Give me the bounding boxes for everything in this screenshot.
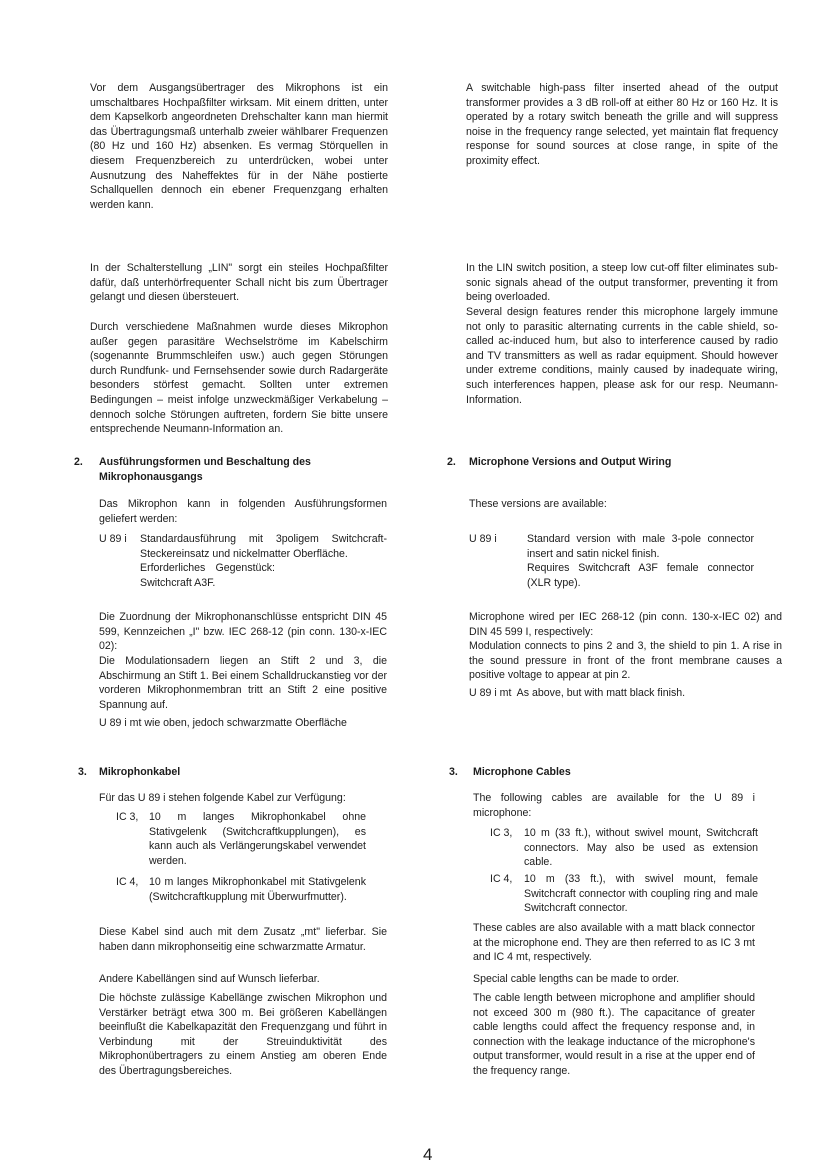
left-s2-p1: Das Mikrophon kann in folgenden Ausführungsformen geliefert werden:: [99, 498, 387, 525]
right-s2-number: 2.: [447, 456, 456, 468]
item-text2: Requires Switchcraft A3F female connector (XLR type).: [527, 562, 754, 589]
right-s3-p3: Special cable lengths can be made to order.: [473, 973, 680, 985]
left-s3-ic4: [116, 875, 366, 904]
right-intro-p1: A switchable high-pass filter inserted ahead of the output transformer provides a 3 dB roll-off at either 80 Hz or 160 Hz. It is operated by a rotary switch beneath the grille and will suppress noise in the frequency range selected, yet maintain flat frequency response for sound sources at close range, in spite of the proximity effect.: [466, 82, 778, 167]
left-s2-p3: Die Modulationsadern liegen an Stift 2 und 3, die Abschirmung an Stift 1. Bei einem Schalldruckanstieg vor der vorderen Mikrophonmembran tritt an Stift 2 eine positive Spannung auf.: [99, 655, 387, 711]
left-s2-p4: U 89 i mt wie oben, jedoch schwarzmatte Oberfläche: [99, 717, 347, 729]
right-s2-heading: Microphone Versions and Output Wiring: [469, 456, 672, 468]
right-intro-p2: In the LIN switch position, a steep low cut-off filter eliminates sub-sonic signals ahead of the output transformer, preventing it from being overloaded.: [466, 262, 778, 304]
right-s2-p1: These versions are available:: [469, 498, 607, 510]
item-text: 10 m langes Mikrophonkabel mit Stativgelenk (Switchcraftkupplung mit Überwurfmutter).: [149, 876, 366, 903]
item-key: IC 3,: [116, 811, 139, 823]
left-s2-p2: Die Zuordnung der Mikrophonanschlüsse entspricht DIN 45 599, Kennzeichen „I" bzw. IEC 268-12 (pin conn. 130-x-IEC 02):: [99, 611, 387, 653]
item-text2: Erforderliches Gegenstück: Switchcraft A3F.: [140, 562, 275, 589]
right-s3-heading: Microphone Cables: [473, 766, 571, 778]
left-s3-heading: Mikrophonkabel: [99, 766, 181, 778]
right-s2-p2: Microphone wired per IEC 268-12 (pin conn. 130-x-IEC 02) and DIN 45 599 I, respectively:: [469, 611, 782, 638]
item-key: IC 4,: [490, 873, 513, 885]
left-s3-ic3: [116, 810, 366, 868]
item-text: 10 m (33 ft.), with swivel mount, female Switchcraft connector with coupling ring and male Switchcraft connector.: [524, 873, 758, 915]
item-key: IC 3,: [490, 827, 513, 839]
left-s3-number: 3.: [78, 766, 87, 778]
right-s2-p4: U 89 i mt As above, but with matt black finish.: [469, 687, 686, 699]
left-s2-number: 2.: [74, 456, 83, 468]
right-s3-p4: The cable length between microphone and amplifier should not exceed 300 m (980 ft.). The capacitance of greater cable lengths could affect the frequency response and, in connection with the leakage inductance of the microphone's output transformer, would result in a rise at the upper end of the frequency range.: [473, 992, 755, 1077]
right-s3-ic4: [490, 872, 758, 916]
left-s3-p4: Die höchste zulässige Kabellänge zwischen Mikrophon und Verstärker beträgt etwa 300 m. Bei größeren Kabellängen beeinflußt die Kabelkapazität den Frequenzgang und führt in Verbindung mit der Streuinduktivität des Mikrophonübertragers zu einem Anstieg am oberen Ende des Übertragungsbereiches.: [99, 992, 387, 1077]
item-key: IC 4,: [116, 876, 139, 888]
left-s3-p2: Diese Kabel sind auch mit dem Zusatz „mt" lieferbar. Sie haben dann mikrophonseitig eine schwarzmatte Armatur.: [99, 926, 387, 953]
right-s3-p1: The following cables are available for the U 89 i microphone:: [473, 792, 755, 819]
left-s3-p1: Für das U 89 i stehen folgende Kabel zur Verfügung:: [99, 792, 346, 804]
left-intro-p2: In der Schalterstellung „LIN" sorgt ein steiles Hochpaßfilter dafür, daß unterhörfrequenter Schall nicht bis zum Übertrager gelangt und diesen übersteuert.: [90, 262, 388, 304]
right-s3-p2: These cables are also available with a matt black connector at the microphone end. They are then referred to as IC 3 mt and IC 4 mt, respectively.: [473, 922, 755, 964]
right-intro-p3: Several design features render this microphone largely immune not only to parasitic alternating currents in the cable shield, so-called ac-induced hum, but also to interference caused by radio and TV transmitters as well as radar equipment. Should however under extreme conditions, mainly caused by inadequate wiring, such interferences happen, please ask for our resp. Neumann-Information.: [466, 306, 778, 406]
left-s2-item: [99, 532, 387, 590]
left-intro-p1: Vor dem Ausgangsübertrager des Mikrophons ist ein umschaltbares Hochpaßfilter wirksam. Mit einem dritten, unter dem Kapselkorb angeordneten Drehschalter kann man hiermit das Übertragungsmaß unterhalb zweier wählbarer Frequenzen (80 Hz und 160 Hz) absenken. Es vermag Störquellen in diesem Frequenzbereich zu unterdrücken, wobei unter Ausnutzung des Naheffektes für in der Nähe postierte Schallquellen dennoch ein ebener Frequenzgang erhalten werden kann.: [90, 82, 388, 211]
page-number: 4: [423, 1145, 433, 1164]
item-text: Standardausführung mit 3poligem Switchcraft-Steckereinsatz und nickelmatter Oberfläche.: [140, 533, 387, 560]
right-s2-p3: Modulation connects to pins 2 and 3, the shield to pin 1. A rise in the sound pressure in front of the front membrane causes a positive voltage to appear at pin 2.: [469, 640, 782, 682]
item-text: Standard version with male 3-pole connector insert and satin nickel finish.: [527, 533, 754, 560]
right-s3-number: 3.: [449, 766, 458, 778]
item-text: 10 m langes Mikrophonkabel ohne Stativgelenk (Switchcraftkupplungen), es kann auch als Verlängerungskabel verwendet werden.: [149, 811, 366, 867]
left-s2-heading: Ausführungsformen und Beschaltung des Mikrophonausgangs: [99, 456, 311, 483]
item-text: 10 m (33 ft.), without swivel mount, Switchcraft connectors. May also be used as extension cable.: [524, 827, 758, 869]
right-s2-item: [469, 532, 754, 590]
item-key: U 89 i: [469, 533, 497, 545]
right-s3-ic3: [490, 826, 758, 870]
left-intro-p3: Durch verschiedene Maßnahmen wurde dieses Mikrophon außer gegen parasitäre Wechselströme im Kabelschirm (sogenannte Brummschleifen usw.) auch gegen Störungen durch Rundfunk- und Fernsehsender sowie durch Radargeräte besonders störfest gemacht. Sollten unter extremen Bedingungen – meist infolge unzweckmäßiger Verkabelung – dennoch solche Störungen auftreten, fordern Sie bitte unsere entsprechende Neumann-Information an.: [90, 321, 388, 436]
left-s3-p3: Andere Kabellängen sind auf Wunsch lieferbar.: [99, 973, 320, 985]
item-key: U 89 i: [99, 533, 127, 545]
